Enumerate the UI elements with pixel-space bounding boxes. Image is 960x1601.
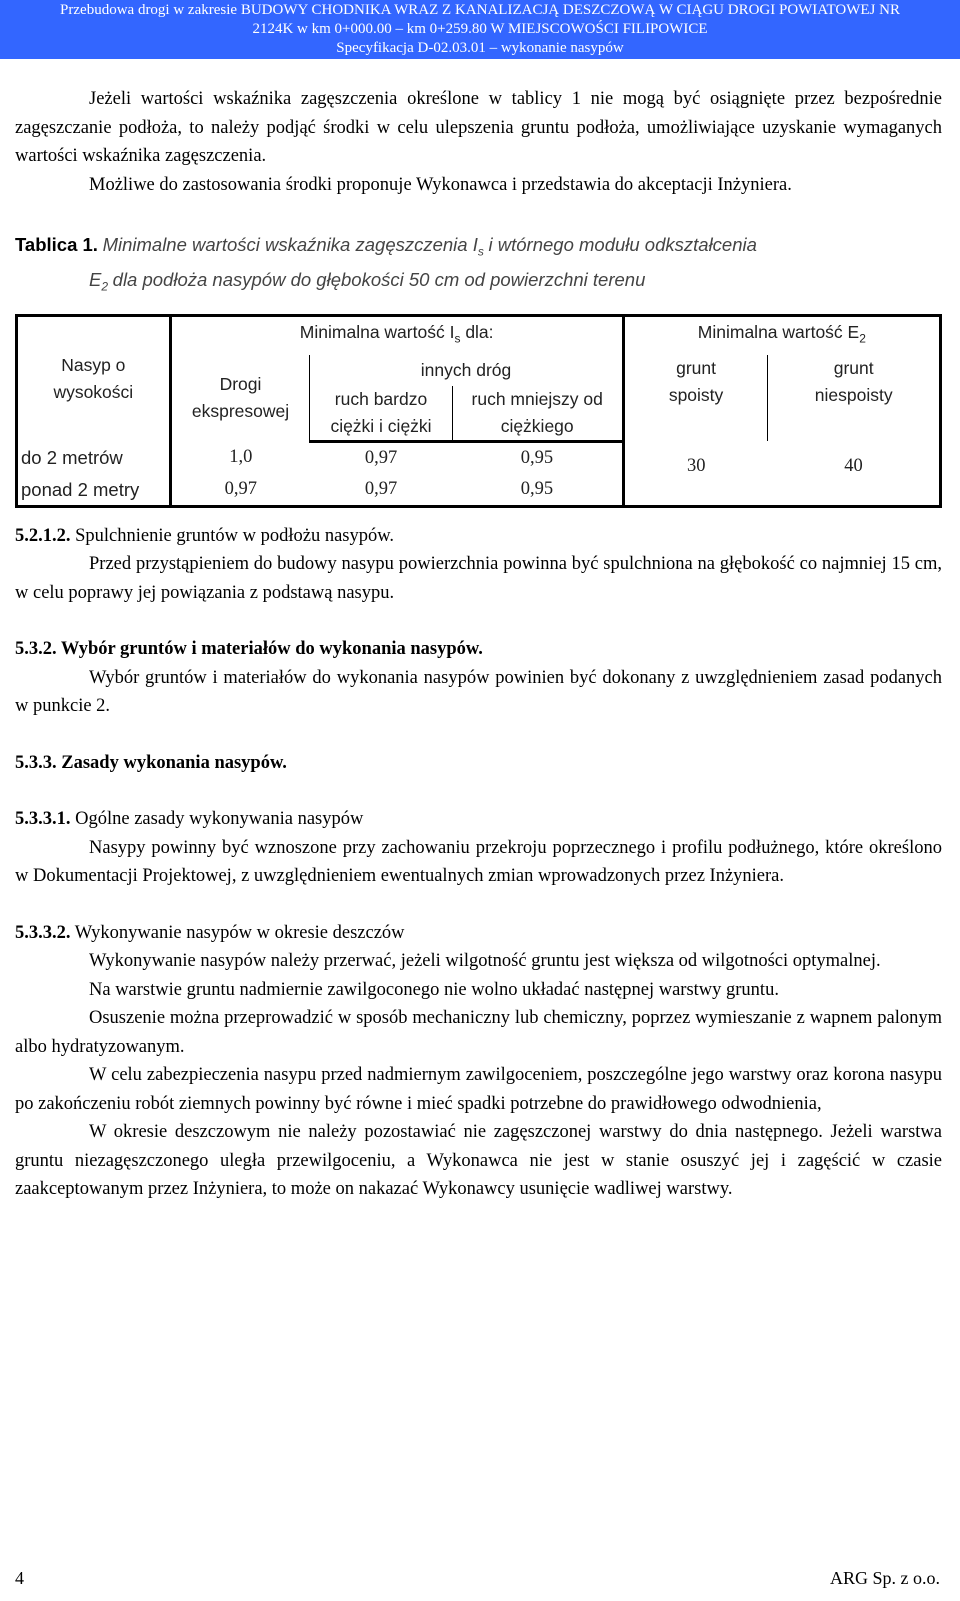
section-heading: 5.3.2. Wybór gruntów i materiałów do wykonania nasypów.: [15, 639, 483, 660]
caption-text-b: i wtórnego modułu odkształcenia: [488, 234, 757, 255]
table-label: Tablica 1.: [15, 234, 98, 255]
section-paragraph: Na warstwie gruntu nadmiernie zawilgoconego nie wolno układać następnej warstwy gruntu.: [89, 979, 779, 1000]
header-innych: innych dróg: [310, 355, 623, 386]
section-5-3-3-1: [15, 805, 942, 891]
header-is-label: Minimalna wartość I: [299, 322, 455, 343]
header-nasyp: Nasyp o wysokości: [17, 316, 171, 442]
company-name: ARG Sp. z o.o.: [829, 1568, 940, 1588]
section-paragraph: Osuszenie można przeprowadzić w sposób mechaniczny lub chemiczny, poprzez wymieszanie z wapnem palonym albo hydratyzowanym.: [15, 1008, 942, 1057]
intro-paragraph-1: Jeżeli wartości wskaźnika zagęszczenia określone w tablicy 1 nie mogą być osiągnięte przez bezpośrednie zagęszczanie podłoża, to należy podjąć środki w celu ulepszenia gruntu podłoża, umożliwiające uzyskanie wymaganych wartości wskaźnika zagęszczenia.: [15, 89, 942, 166]
section-5-3-3: [15, 749, 942, 778]
cell-e2-spoisty: 30: [687, 456, 706, 477]
cell-ekspres: 1,0: [229, 447, 253, 468]
header-line-1: Przebudowa drogi w zakresie BUDOWY CHODNIKA WRAZ Z KANALIZACJĄ DESZCZOWĄ W CIĄGU DROGI POWIATOWEJ NR: [60, 2, 900, 18]
page-number: 4: [15, 1568, 24, 1588]
section-paragraph: W celu zabezpieczenia nasypu przed nadmiernym zawilgoceniem, poszczególne jego warstwy oraz korona nasypu po zakończeniu robót ziemnych powinny być równe i mieć spadki potrzebne do prawidłowego odwodnienia,: [15, 1065, 942, 1114]
compaction-table: [15, 314, 942, 508]
cell-e2-niespoisty: 40: [844, 456, 863, 477]
section-paragraph: W okresie deszczowym nie należy pozostawiać nie zagęszczonej warstwy do dnia następnego. Jeżeli warstwa gruntu niezagęszczonego uległa przewilgoceniu, a Wykonawca nie jest w stanie osuszyć jej i zagęścić w czasie zaakceptowanym przez Inżyniera, to może on nakazać Wykonawcy usunięcie wadliwej warstwy.: [15, 1122, 942, 1200]
header-line-2: 2124K w km 0+000.00 – km 0+259.80 W MIEJSCOWOŚCI FILIPOWICE: [252, 21, 708, 37]
caption-e2-sub: 2: [101, 279, 109, 294]
header-e2: [623, 316, 940, 355]
section-text: Nasypy powinny być wznoszone przy zachowaniu przekroju poprzecznego i profilu podłużnego, które określono w Dokumentacji Projektowej, z uwzględnieniem ewentualnych zmian wprowadzonych przez Inżyniera.: [15, 837, 942, 887]
section-5-3-2: [15, 635, 942, 721]
caption-sub-a: s: [477, 244, 484, 259]
row-label: ponad 2 metry: [17, 474, 171, 507]
header-line-3: Specyfikacja D-02.03.01 – wykonanie nasypów: [336, 40, 624, 56]
row-label: do 2 metrów: [17, 441, 171, 474]
header-e2-label: Minimalna wartość E: [697, 322, 860, 343]
cell-ciezki: 0,97: [364, 478, 398, 499]
section-heading: 5.3.3. Zasady wykonania nasypów.: [15, 752, 287, 773]
section-text: Przed przystąpieniem do budowy nasypu powierzchnia powinna być spulchniona na głębokość co najmniej 15 cm, w celu poprawy jej powiązania z podstawą nasypu.: [15, 554, 942, 603]
header-grunt-spoisty: grunt spoisty: [623, 355, 768, 442]
cell-ciezki: 0,97: [364, 447, 398, 468]
header-ruch-mniejszy: ruch mniejszy od ciężkiego: [452, 386, 623, 442]
intro-paragraph-2: Możliwe do zastosowania środki proponuje Wykonawca i przedstawia do akceptacji Inżyniera.: [89, 174, 792, 195]
cell-mniejszy: 0,95: [452, 474, 623, 507]
header-grunt-niespoisty: grunt niespoisty: [814, 357, 893, 405]
section-paragraph: Wykonywanie nasypów należy przerwać, jeżeli wilgotność gruntu jest większa od wilgotności optymalnej.: [89, 951, 881, 972]
header-is: [170, 316, 623, 355]
caption-text-a: Minimalne wartości wskaźnika zagęszczenia I: [102, 234, 478, 255]
section-title: Spulchnienie gruntów w podłożu nasypów.: [75, 525, 395, 546]
table-row: [17, 441, 941, 474]
section-title: Wykonywanie nasypów w okresie deszczów: [74, 922, 405, 943]
header-ruch-ciezki: ruch bardzo ciężki i ciężki: [310, 386, 452, 442]
cell-ekspres: 0,97: [224, 478, 257, 499]
section-5-2-1-2: [15, 522, 942, 608]
section-number: 5.3.3.1.: [15, 809, 71, 830]
section-number: 5.2.1.2.: [15, 525, 71, 546]
section-title: Ogólne zasady wykonywania nasypów: [75, 809, 364, 830]
header-drogi: Drogi ekspresowej: [170, 355, 310, 442]
section-number: 5.3.3.2.: [15, 922, 71, 943]
header-is-sub: s: [454, 331, 461, 346]
header-is-tail: dla:: [465, 322, 494, 343]
section-text: Wybór gruntów i materiałów do wykonania nasypów powinien być dokonany z uwzględnieniem zasad podanych w punkcie 2.: [15, 667, 942, 717]
document-body: [15, 85, 942, 1204]
table-caption: [15, 231, 942, 300]
caption-e2: E: [89, 268, 102, 290]
header-e2-sub: 2: [859, 331, 866, 346]
caption-text-c: dla podłoża nasypów do głębokości 50 cm od powierzchni terenu: [112, 268, 646, 290]
cell-mniejszy: 0,95: [452, 441, 623, 474]
page-header: [0, 0, 960, 59]
section-5-3-3-2: [15, 919, 942, 1204]
